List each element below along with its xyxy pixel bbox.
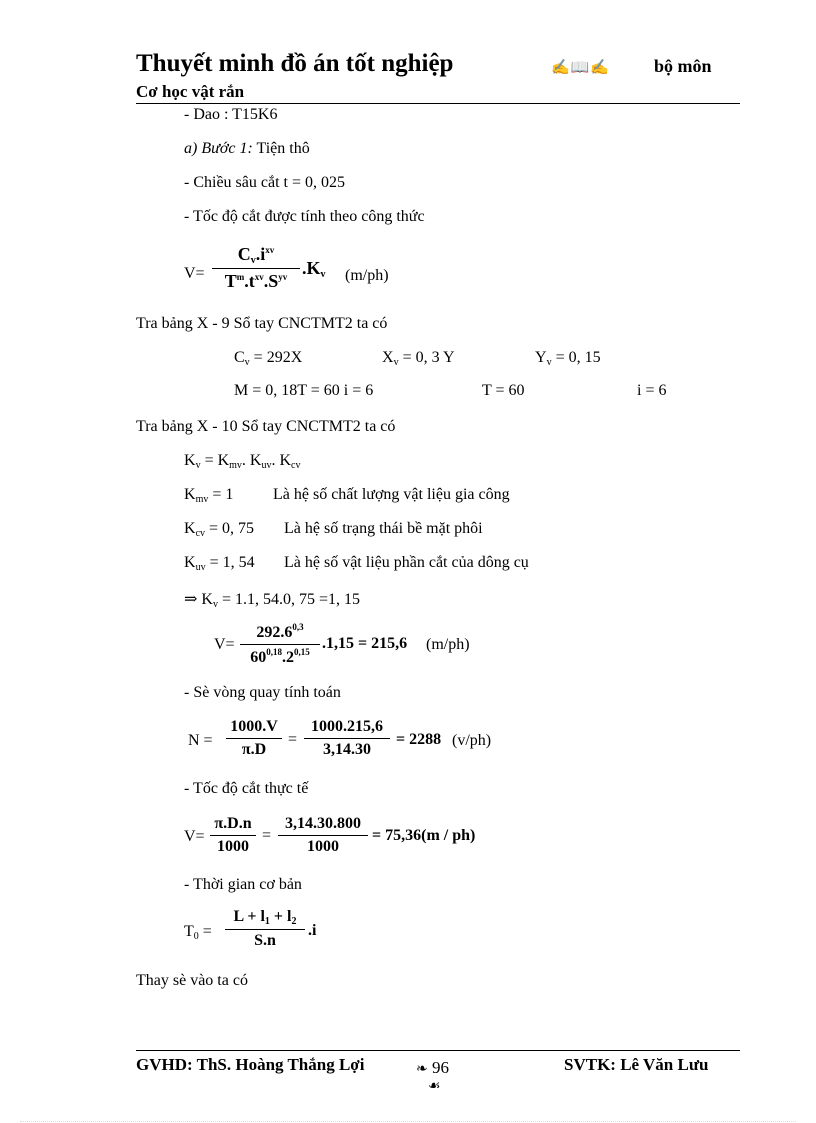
document-subtitle: Cơ học vật rắn <box>136 82 245 101</box>
f4-fraction-2: 3,14.30.800 1000 <box>278 815 368 856</box>
substitute-line: Thay sè vào ta có <box>136 972 248 989</box>
f4-fraction-1: π.D.n 1000 <box>210 815 256 856</box>
ornament-left-icon: ❧ <box>416 1062 428 1077</box>
kv-definition: $K_v = K_{mv}$. $K_{uv}$. $K_{cv}$ <box>184 452 301 471</box>
cv-value: $C_v = 292X$ <box>234 349 303 368</box>
f2-fraction: 292.6$^{0,3}$ 60$^{0,18}$.2$^{0,15}$ <box>240 622 320 667</box>
advisor-label: GVHD: ThS. Hoàng Thắng Lợi <box>136 1055 365 1074</box>
f3-unit: (v/ph) <box>452 732 492 749</box>
actual-speed-intro: - Tốc độ cắt thực tế <box>184 780 309 797</box>
department-label: bộ môn <box>654 56 712 76</box>
step-line <box>184 140 310 158</box>
f4-result: = 75,36(m / ph) <box>372 827 476 844</box>
f5-fraction: $L + l_1 + l_2$ S.n <box>225 908 305 950</box>
step-label: a) Bước 1: <box>184 140 253 157</box>
base-time-intro: - Thời gian cơ bản <box>184 876 302 893</box>
kuv-line: $K_{uv} = 1$, 54 <box>184 554 255 573</box>
t-value: T = 60 <box>482 382 525 399</box>
kv-result: ⇒ $K_v = 1.1$, 54.0, 75 =1, 15 <box>184 591 361 610</box>
f5-lhs: $T_0$ = <box>184 923 212 942</box>
kuv-desc: Là hệ số vật liệu phần cắt của dông cụ <box>284 554 529 571</box>
kcv-desc: Là hệ số trạng thái bề mặt phôi <box>284 520 483 537</box>
step-text: Tiện thô <box>252 140 310 157</box>
table1-ref: Tra bảng X - 9 Sổ tay CNCTMT2 ta có <box>136 315 388 332</box>
f3-fraction-1: 1000.V π.D <box>226 718 282 759</box>
kmv-line: $K_{mv} = 1$ <box>184 486 234 505</box>
f4-lhs: V= <box>184 828 205 845</box>
f3-result: = 2288 <box>396 731 442 748</box>
f2-tail: .1,15 = 215,6 <box>322 635 408 652</box>
f2-lhs: V= <box>214 636 235 653</box>
f2-unit: (m/ph) <box>426 636 470 653</box>
footer-rule <box>136 1050 740 1051</box>
f1-numerator: C <box>237 244 251 264</box>
table2-ref: Tra bảng X - 10 Sổ tay CNCTMT2 ta có <box>136 418 396 435</box>
yv-value: $Y_v = 0$, 15 <box>535 349 601 368</box>
document-title: Thuyết minh đồ án tốt nghiệp <box>136 50 454 77</box>
kmv-desc: Là hệ số chất lượng vật liệu gia công <box>273 486 510 503</box>
f1-lhs: V= <box>184 265 205 282</box>
f1-denominator: T <box>224 271 237 291</box>
f5-tail: .i <box>308 922 317 939</box>
tool-line: - Dao : T15K6 <box>184 106 278 123</box>
page-edge <box>20 1121 796 1122</box>
depth-line: - Chiều sâu cắt t = 0, 025 <box>184 174 345 191</box>
implies-arrow-icon: ⇒ <box>184 591 198 608</box>
f3-equals: = <box>288 731 298 748</box>
f1-tail: $.K_v$ <box>302 258 326 280</box>
speed-formula-intro: - Tốc độ cắt được tính theo công thức <box>184 208 425 225</box>
f1-unit: (m/ph) <box>345 267 389 284</box>
revolution-intro: - Sè vòng quay tính toán <box>184 684 341 701</box>
kcv-line: $K_{cv} = 0$, 75 <box>184 520 255 539</box>
header-rule <box>136 103 740 104</box>
f3-lhs: N = <box>188 732 213 749</box>
m-value: M = 0, 18T = 60 i = 6 <box>234 382 374 399</box>
i-value: i = 6 <box>637 382 667 399</box>
ornament-bottom-icon: ☙ <box>428 1079 441 1094</box>
f1-fraction: $C_v.i^{xv}$ $T^m.t^{xv}.S^{yv}$ <box>212 244 300 292</box>
f4-equals: = <box>262 827 272 844</box>
xv-value: $X_v = 0$, 3 Y <box>382 349 455 368</box>
page-number: ❧ 96 <box>416 1058 449 1077</box>
f3-fraction-2: 1000.215,6 3,14.30 <box>304 718 390 759</box>
student-label: SVTK: Lê Văn Lưu <box>564 1055 709 1074</box>
book-pen-icon: ✍📖✍ <box>551 60 611 76</box>
